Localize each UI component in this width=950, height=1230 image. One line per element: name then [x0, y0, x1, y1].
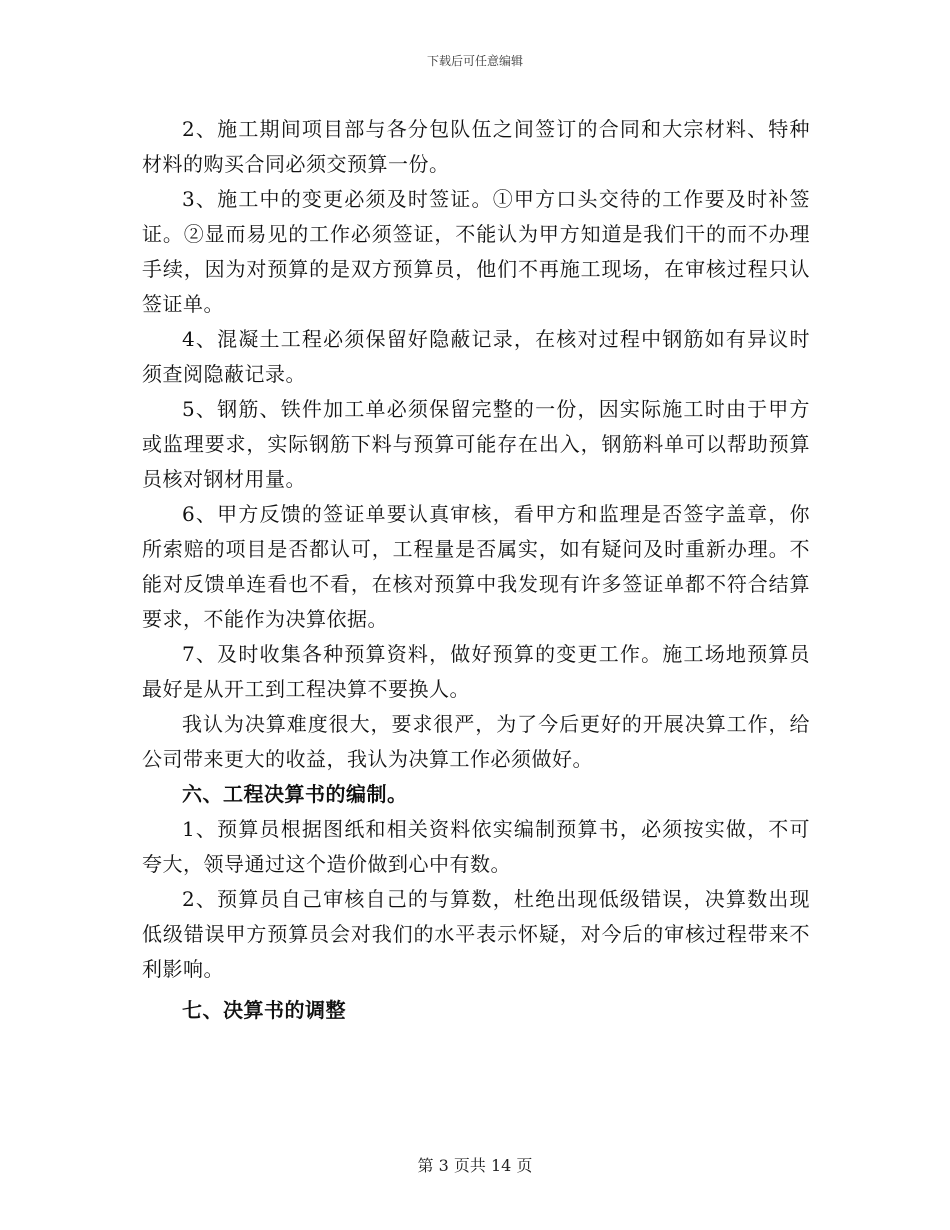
section-6-item-1: 1、预算员根据图纸和相关资料依实编制预算书，必须按实做，不可夸大，领导通过这个造价做到心中有数。 — [142, 817, 810, 876]
document-body — [142, 112, 810, 1028]
page-header: 下载后可任意编辑 — [426, 54, 523, 68]
paragraph-item-6: 6、甲方反馈的签证单要认真审核，看甲方和监理是否签字盖章，你所索赔的项目是否都认可，工程量是否属实，如有疑问及时重新办理。不能对反馈单连看也不看，在核对预算中我发现有许多签证单都不符合结算要求，不能作为决算依据。 — [142, 502, 810, 631]
paragraph-item-3: 3、施工中的变更必须及时签证。①甲方口头交待的工作要及时补签证。②显而易见的工作必须签证，不能认为甲方知道是我们干的而不办理手续，因为对预算的是双方预算员，他们不再施工现场，在审核过程只认签证单。 — [142, 187, 810, 316]
section-6-heading: 六、工程决算书的编制。 — [182, 782, 408, 806]
page-footer: 第 3 页共 14 页 — [417, 1156, 533, 1175]
paragraph-item-4: 4、混凝土工程必须保留好隐蔽记录，在核对过程中钢筋如有异议时须查阅隐蔽记录。 — [142, 327, 810, 386]
paragraph-item-7: 7、及时收集各种预算资料，做好预算的变更工作。施工场地预算员最好是从开工到工程决算不要换人。 — [142, 642, 810, 701]
section-6-item-2: 2、预算员自己审核自己的与算数，杜绝出现低级错误，决算数出现低级错误甲方预算员会对我们的水平表示怀疑，对今后的审核过程带来不利影响。 — [142, 887, 810, 981]
paragraph-opinion: 我认为决算难度很大，要求很严，为了今后更好的开展决算工作，给公司带来更大的收益，我认为决算工作必须做好。 — [142, 712, 810, 771]
section-7-heading: 七、决算书的调整 — [182, 998, 346, 1022]
paragraph-item-2: 2、施工期间项目部与各分包队伍之间签订的合同和大宗材料、特种材料的购买合同必须交预算一份。 — [142, 117, 810, 176]
paragraph-item-5: 5、钢筋、铁件加工单必须保留完整的一份，因实际施工时由于甲方或监理要求，实际钢筋下料与预算可能存在出入，钢筋料单可以帮助预算员核对钢材用量。 — [142, 397, 810, 491]
